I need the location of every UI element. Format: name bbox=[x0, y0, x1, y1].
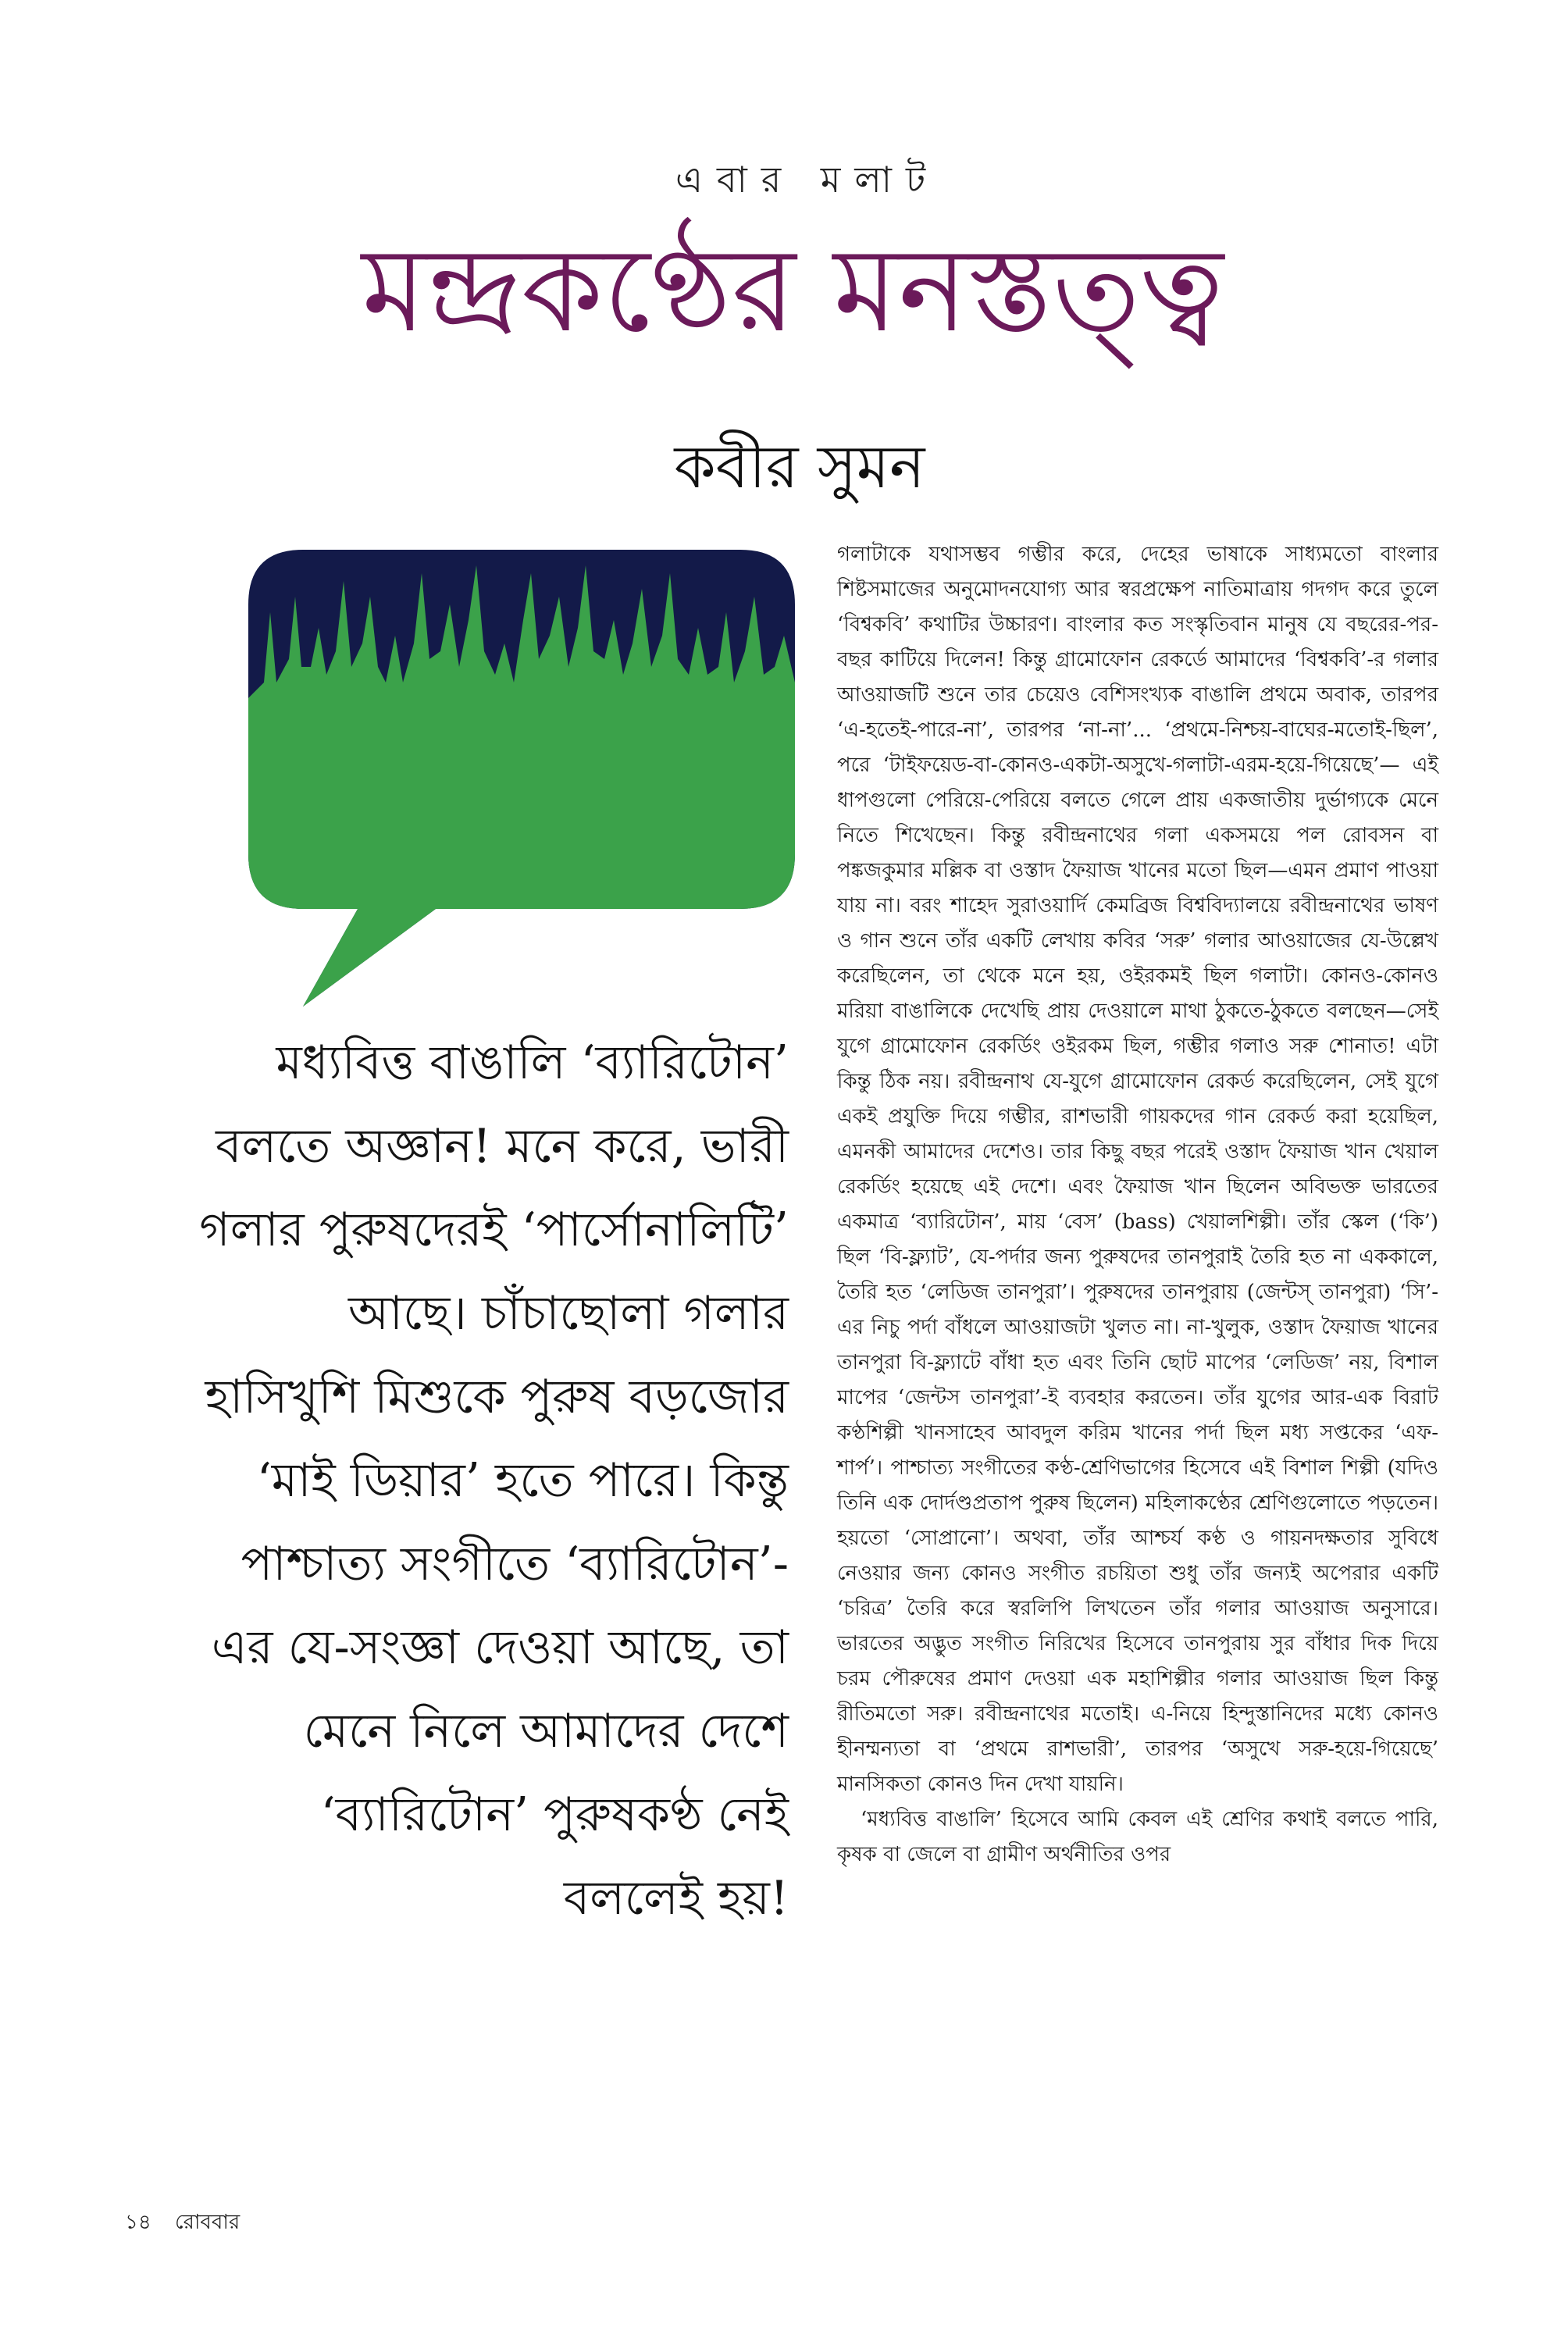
pull-quote-text: মধ্যবিত্ত বাঙালি ‘ব্যারিটোন’ বলতে অজ্ঞান! মনে করে, ভারী গলার পুরুষদেরই ‘পার্সোনালিটি’ আছে। চাঁচাছোলা গলার হাসিখুশি মিশুকে পুরুষ বড়জোর ‘মাই ডিয়ার’ হতে পারে। কিন্তু পাশ্চাত্য সংগীতে ‘ব্যারিটোন’-এর যে-সংজ্ঞা দেওয়া আছে, তা মেনে নিলে আমাদের দেশে ‘ব্যারিটোন’ পুরুষকণ্ঠ নেই বললেই হয়! bbox=[199, 1035, 789, 1926]
page-number: ১৪ bbox=[125, 2211, 151, 2234]
pull-quote bbox=[195, 1021, 789, 1940]
article-body bbox=[837, 537, 1438, 1873]
article-title: মন্দ্রকণ্ঠের মনস্তত্ত্ব bbox=[362, 223, 1224, 358]
author-byline: কবীর সুমন bbox=[674, 432, 925, 501]
magazine-name: রোববার bbox=[175, 2211, 241, 2234]
body-paragraph: ‘মধ্যবিত্ত বাঙালি’ হিসেবে আমি কেবল এই শ্রেণির কথাই বলতে পারি, কৃষক বা জেলে বা গ্রামীণ অর্থনীতির ওপর bbox=[837, 1808, 1438, 1866]
body-paragraph: গলাটাকে যথাসম্ভব গম্ভীর করে, দেহের ভাষাকে সাধ্যমতো বাংলার শিষ্টসমাজের অনুমোদনযোগ্য আর স্বরপ্রক্ষেপ নাতিমাত্রায় গদগদ করে তুলে ‘বিশ্বকবি’ কথাটির উচ্চারণ। বাংলার কত সংস্কৃতিবান মানুষ যে বছরের-পর-বছর কাটিয়ে দিলেন! কিন্তু গ্রামোফোন রেকর্ডে আমাদের ‘বিশ্বকবি’-র গলার আওয়াজটি শুনে তার চেয়েও বেশিসংখ্যক বাঙালি প্রথমে অবাক, তারপর ‘এ-হতেই-পারে-না’, তারপর ‘না-না’... ‘প্রথমে-নিশ্চয়-বাঘের-মতোই-ছিল’, পরে ‘টাইফয়েড-বা-কোনও-একটা-অসুখে-গলাটা-এরম-হয়ে-গিয়েছে’— এই ধাপগুলো পেরিয়ে-পেরিয়ে বলতে গেলে প্রায় একজাতীয় দুর্ভাগ্যকে মেনে নিতে শিখেছেন। কিন্তু রবীন্দ্রনাথের গলা একসময়ে পল রোবসন বা পঙ্কজকুমার মল্লিক বা ওস্তাদ ফৈয়াজ খানের মতো ছিল—এমন প্রমাণ পাওয়া যায় না। বরং শাহেদ সুরাওয়ার্দি কেমব্রিজ বিশ্ববিদ্যালয়ে রবীন্দ্রনাথের ভাষণ ও গান শুনে তাঁর একটি লেখায় কবির ‘সরু’ গলার আওয়াজের যে-উল্লেখ করেছিলেন, তা থেকে মনে হয়, ওইরকমই ছিল গলাটা। কোনও-কোনও মরিয়া বাঙালিকে দেখেছি প্রায় দেওয়ালে মাথা ঠুকতে-ঠুকতে বলছেন—সেই যুগে গ্রামোফোন রেকর্ডিং ওইরকম ছিল, গম্ভীর গলাও সরু শোনাত! এটা কিন্তু ঠিক নয়। রবীন্দ্রনাথ যে-যুগে গ্রামোফোন রেকর্ড করেছিলেন, সেই যুগে একই প্রযুক্তি দিয়ে গম্ভীর, রাশভারী গায়কদের গান রেকর্ড করা হয়েছিল, এমনকী আমাদের দেশেও। তার কিছু বছর পরেই ওস্তাদ ফৈয়াজ খান খেয়াল রেকর্ডিং হয়েছে এই দেশে। এবং ফৈয়াজ খান ছিলেন অবিভক্ত ভারতের একমাত্র ‘ব্যারিটোন’, মায় ‘বেস’ (bass) খেয়ালশিল্পী। তাঁর স্কেল (‘কি’) ছিল ‘বি-ফ্ল্যাট’, যে-পর্দার জন্য পুরুষদের তানপুরাই তৈরি হত না এককালে, তৈরি হত ‘লেডিজ তানপুরা’। পুরুষদের তানপুরায় (জেন্টস্ তানপুরা) ‘সি’-এর নিচু পর্দা বাঁধলে আওয়াজটা খুলত না। না-খুলুক, ওস্তাদ ফৈয়াজ খানের তানপুরা বি-ফ্ল্যাটে বাঁধা হত এবং তিনি ছোট মাপের ‘লেডিজ’ নয়, বিশাল মাপের ‘জেন্টস তানপুরা’-ই ব্যবহার করতেন। তাঁর যুগের আর-এক বিরাট কণ্ঠশিল্পী খানসাহেব আবদুল করিম খানের পর্দা ছিল মধ্য সপ্তকের ‘এফ-শার্প’। পাশ্চাত্য সংগীতের কণ্ঠ-শ্রেণিভাগের হিসেবে এই বিশাল শিল্পী (যদিও তিনি এক দোর্দণ্ডপ্রতাপ পুরুষ ছিলেন) মহিলাকণ্ঠের শ্রেণিগুলোতে পড়তেন। হয়তো ‘সোপ্রানো’। অথবা, তাঁর আশ্চর্য কণ্ঠ ও গায়নদক্ষতার সুবিধে নেওয়ার জন্য কোনও সংগীত রচয়িতা শুধু তাঁর জন্যই অপেরার একটি ‘চরিত্র’ তৈরি করে স্বরলিপি লিখতেন তাঁর গলার আওয়াজ অনুসারে। ভারতের অদ্ভুত সংগীত নিরিখের হিসেবে তানপুরায় সুর বাঁধার দিক দিয়ে চরম পৌরুষের প্রমাণ দেওয়া এক মহাশিল্পীর গলার আওয়াজ ছিল কিন্তু রীতিমতো সরু। রবীন্দ্রনাথের মতোই। এ-নিয়ে হিন্দুস্তানিদের মধ্যে কোনও হীনম্মন্যতা বা ‘প্রথমে রাশভারী’, তারপর ‘অসুখে সরু-হয়ে-গিয়েছে’ মানসিকতা কোনও দিন দেখা যায়নি। bbox=[837, 543, 1438, 1796]
speech-bubble-soundwave-icon bbox=[248, 550, 795, 1049]
section-kicker: এবার মলাট bbox=[675, 159, 940, 201]
page-footer bbox=[125, 2206, 257, 2240]
